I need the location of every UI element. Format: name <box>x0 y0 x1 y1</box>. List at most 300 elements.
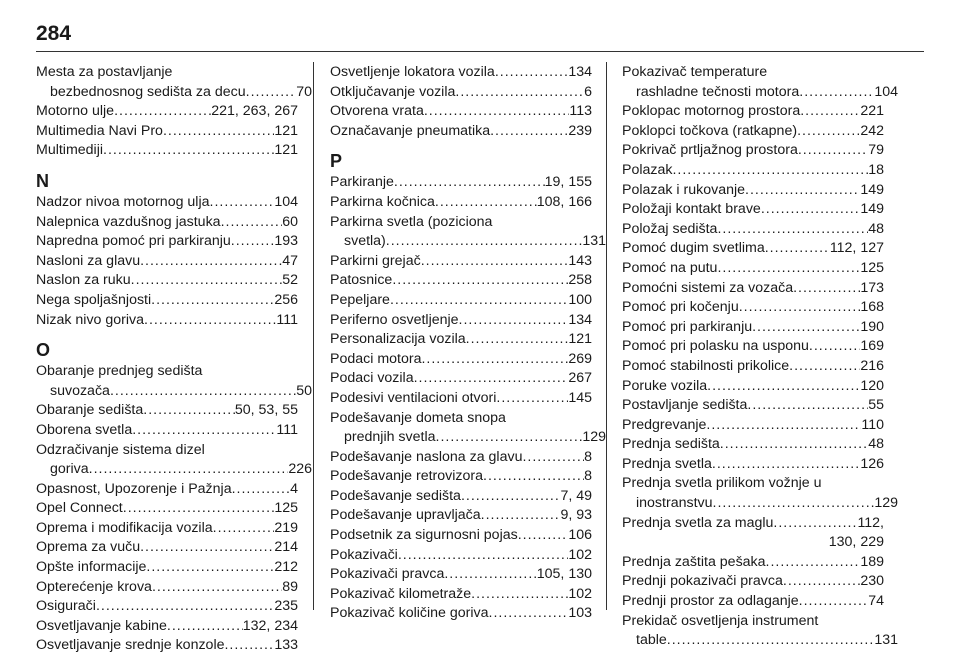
entry-line <box>36 122 298 142</box>
page-reference: 9, 93 <box>560 507 592 524</box>
entry-term: Mesta za postavljanje <box>36 64 173 80</box>
dot-leader <box>424 102 570 122</box>
page-reference: 134 <box>568 64 592 80</box>
index-entry <box>36 636 298 656</box>
entry-term: Opterećenje krova <box>36 578 152 595</box>
entry-line <box>36 83 312 103</box>
entry-line <box>36 193 298 213</box>
page-reference: 121 <box>568 331 592 348</box>
page-reference: 129 <box>582 429 606 446</box>
index-entry <box>622 63 898 102</box>
page-reference: 129 <box>874 495 898 512</box>
page-reference: 104 <box>874 83 898 100</box>
entry-term: Prednja svetla <box>622 455 712 472</box>
dot-leader <box>444 565 536 585</box>
dot-leader <box>483 467 584 487</box>
entry-term: Nega spoljašnjosti <box>36 291 152 308</box>
entry-line <box>622 122 884 142</box>
entry-line <box>330 428 606 448</box>
entry-term: Podešavanje dometa snopa <box>330 409 506 426</box>
dot-leader <box>123 499 275 519</box>
index-entry <box>622 592 884 612</box>
dot-leader <box>800 102 860 122</box>
index-entry <box>330 350 592 370</box>
entry-term: Nizak nivo goriva <box>36 311 145 328</box>
index-entry <box>330 83 592 103</box>
dot-leader <box>672 161 868 181</box>
entry-line <box>622 141 884 161</box>
page-reference: 7, 49 <box>560 487 592 504</box>
index-entry <box>36 213 298 233</box>
entry-term: suvozača <box>50 382 110 399</box>
entry-line <box>622 298 884 318</box>
page-reference: 269 <box>568 350 592 367</box>
entry-term: Patosnice <box>330 272 393 289</box>
entry-line <box>622 494 898 514</box>
entry-term: Parkirna kočnica <box>330 193 435 210</box>
dot-leader <box>706 416 861 436</box>
entry-line <box>36 311 298 331</box>
page-reference: 8 <box>584 448 592 465</box>
dot-leader <box>414 369 569 389</box>
index-entry <box>622 161 884 181</box>
entry-line <box>330 369 592 389</box>
dot-leader <box>140 252 282 272</box>
entry-line <box>330 526 592 546</box>
entry-term: rashladne tečnosti motora <box>636 83 800 100</box>
index-entry <box>622 220 884 240</box>
entry-line <box>622 416 884 436</box>
dot-leader <box>773 514 857 534</box>
dot-leader <box>390 291 568 311</box>
dot-leader <box>461 487 561 507</box>
page-number: 284 <box>36 22 72 45</box>
dot-leader <box>717 259 860 279</box>
entry-line <box>330 506 592 526</box>
page-reference: 50 <box>296 382 312 399</box>
entry-line <box>622 455 884 475</box>
index-entry <box>36 232 298 252</box>
page-reference: 149 <box>860 201 884 218</box>
dot-leader <box>144 311 276 331</box>
entry-term: Poklopac motornog prostora <box>622 103 801 120</box>
entry-term: Prednja sedišta <box>622 436 720 453</box>
dot-leader <box>421 252 569 272</box>
entry-line <box>36 519 298 539</box>
entry-line <box>622 239 884 259</box>
dot-leader <box>489 604 569 624</box>
entry-line <box>622 337 884 357</box>
dot-leader <box>766 553 861 573</box>
page-reference: 242 <box>860 122 884 139</box>
entry-term: Nalepnica vazdušnog jastuka <box>36 213 221 230</box>
index-entry <box>36 291 298 311</box>
entry-line <box>622 102 884 122</box>
entry-line <box>36 636 298 656</box>
entry-term: Pokazivač temperature <box>622 64 768 80</box>
entry-line <box>622 220 884 240</box>
index-entry <box>330 448 592 468</box>
index-entry <box>622 141 884 161</box>
page-reference: 126 <box>860 455 884 472</box>
dot-leader <box>752 318 860 338</box>
page-reference: 258 <box>568 272 592 289</box>
index-entry <box>330 565 592 585</box>
dot-leader <box>761 200 861 220</box>
entry-term: Osigurači <box>36 598 96 615</box>
entry-term: Prekidač osvetljenja instrument <box>622 612 819 629</box>
index-entry <box>622 514 884 553</box>
dot-leader <box>745 181 860 201</box>
dot-leader <box>392 271 568 291</box>
entry-pages-continued: 130, 229 <box>828 534 884 551</box>
entry-term: bezbednosnog sedišta za decu <box>50 83 246 100</box>
page-reference: 48 <box>868 436 884 453</box>
index-entry <box>622 357 884 377</box>
index-entry <box>622 337 884 357</box>
entry-line <box>622 259 884 279</box>
page-reference: 134 <box>568 311 592 328</box>
page-reference: 19, 155 <box>544 174 592 191</box>
entry-term: Podešavanje sedišta <box>330 487 461 504</box>
entry-term: Naslon za ruku <box>36 272 131 289</box>
dot-leader <box>103 141 274 161</box>
entry-line <box>36 578 298 598</box>
page-reference: 235 <box>274 598 298 615</box>
entry-line <box>622 553 884 573</box>
column-divider <box>313 62 314 610</box>
dot-leader <box>152 578 282 598</box>
entry-term: Motorno ulje <box>36 103 115 120</box>
entry-term: Nadzor nivoa motornog ulja <box>36 193 210 210</box>
page-reference: 168 <box>860 299 884 316</box>
dot-leader <box>495 63 569 83</box>
entry-term: Multimediji <box>36 142 104 159</box>
entry-term: Parkirni grejač <box>330 252 421 269</box>
index-entry <box>622 239 884 259</box>
dot-leader <box>797 122 860 142</box>
entry-line <box>622 181 884 201</box>
page-reference: 267 <box>568 370 592 387</box>
section-letter: N <box>36 170 49 191</box>
index-entry <box>330 102 592 122</box>
page-reference: 256 <box>274 291 298 308</box>
entry-line <box>330 232 606 252</box>
page-reference: 221, 263, 267 <box>211 103 298 120</box>
entry-term: Prednja svetla za maglu <box>622 514 774 531</box>
entry-term: Pomoć pri kočenju <box>622 299 739 316</box>
index-entry <box>330 389 592 409</box>
dot-leader <box>421 350 568 370</box>
dot-leader <box>435 193 537 213</box>
page-reference: 106 <box>568 527 592 544</box>
page-reference: 226 <box>288 461 312 478</box>
entry-line <box>622 318 884 338</box>
index-entry <box>36 421 298 441</box>
page-reference: 193 <box>274 233 298 250</box>
index-entry <box>36 122 298 142</box>
index-entry <box>36 578 298 598</box>
page-reference: 74 <box>868 593 884 610</box>
dot-leader <box>110 382 296 402</box>
dot-leader <box>518 526 569 546</box>
entry-term: Podaci vozila <box>330 370 414 387</box>
page-reference: 149 <box>860 181 884 198</box>
dot-leader <box>713 494 875 514</box>
entry-term: Pepeljare <box>330 291 390 308</box>
entry-line <box>36 232 298 252</box>
page-reference: 48 <box>868 220 884 237</box>
page-reference: 112, <box>857 514 884 531</box>
index-entry <box>622 435 884 455</box>
entry-line <box>622 592 884 612</box>
index-entry <box>622 200 884 220</box>
index-entry <box>36 401 298 421</box>
dot-leader <box>131 271 283 291</box>
dot-leader <box>471 585 568 605</box>
index-entry <box>36 538 298 558</box>
page-reference: 111 <box>276 311 298 328</box>
index-entry <box>622 377 884 397</box>
page-reference: 216 <box>860 357 884 374</box>
dot-leader <box>490 122 568 142</box>
dot-leader <box>783 572 860 592</box>
entry-term: inostranstvu <box>636 495 713 512</box>
entry-term: Prednji pokazivači pravca <box>622 573 783 590</box>
index-entry <box>622 181 884 201</box>
page-reference: 60 <box>282 213 298 230</box>
entry-line <box>36 141 298 161</box>
dot-leader <box>667 631 875 651</box>
entry-line <box>622 377 884 397</box>
index-entry <box>36 499 298 519</box>
index-entry <box>622 416 884 436</box>
entry-term: Poklopci točkova (ratkapne) <box>622 122 798 139</box>
page-reference: 70 <box>296 83 312 100</box>
entry-line <box>622 572 884 592</box>
entry-line <box>330 311 592 331</box>
dot-leader <box>140 538 274 558</box>
entry-line <box>330 448 592 468</box>
entry-term: Prednja zaštita pešaka <box>622 553 766 570</box>
index-entry <box>622 553 884 573</box>
dot-leader <box>789 357 860 377</box>
index-column-2 <box>330 63 606 624</box>
entry-line <box>622 396 884 416</box>
index-entry <box>36 519 298 539</box>
entry-line <box>36 538 298 558</box>
entry-term: Parkiranje <box>330 174 394 191</box>
page-reference: 133 <box>274 637 298 654</box>
entry-line <box>622 514 884 534</box>
entry-line <box>622 435 884 455</box>
index-entry <box>330 467 592 487</box>
entry-term: Pokazivači <box>330 546 398 563</box>
page-reference: 125 <box>860 259 884 276</box>
dot-leader <box>747 396 868 416</box>
entry-term: Odzračivanje sistema dizel <box>36 441 205 458</box>
page-reference: 103 <box>568 605 592 622</box>
dot-leader <box>151 291 274 311</box>
dot-leader <box>522 448 584 468</box>
entry-term: Podešavanje naslona za glavu <box>330 448 523 465</box>
index-entry <box>330 487 592 507</box>
entry-line <box>622 357 884 377</box>
dot-leader <box>386 232 583 252</box>
index-column-1 <box>36 63 312 656</box>
entry-term: Pokazivač kilometraže <box>330 585 472 602</box>
page-reference: 125 <box>274 500 298 517</box>
dot-leader <box>466 330 569 350</box>
entry-term: Obaranje prednjeg sedišta <box>36 363 203 380</box>
dot-leader <box>132 421 276 441</box>
dot-leader <box>809 337 860 357</box>
entry-term: Multimedia Navi Pro <box>36 122 163 139</box>
entry-term: Napredna pomoć pri parkiranju <box>36 233 231 250</box>
entry-line <box>622 279 884 299</box>
page-reference: 112, 127 <box>829 240 884 257</box>
entry-term: Periferno osvetljenje <box>330 311 459 328</box>
dot-leader <box>793 279 860 299</box>
dot-leader <box>712 455 860 475</box>
dot-leader <box>398 546 569 566</box>
entry-line <box>330 271 592 291</box>
entry-term: Pomoć dugim svetlima <box>622 240 765 257</box>
index-entry <box>330 409 606 448</box>
dot-leader <box>436 428 583 448</box>
index-column-3 <box>622 63 898 651</box>
entry-line <box>330 193 592 213</box>
index-entry <box>330 506 592 526</box>
entry-term: Obaranje sedišta <box>36 402 144 419</box>
dot-leader <box>720 435 868 455</box>
index-entry <box>36 141 298 161</box>
index-entry <box>622 612 898 651</box>
index-entry <box>330 271 592 291</box>
entry-term: Pomoć pri polasku na usponu <box>622 338 809 355</box>
page-reference: 145 <box>568 389 592 406</box>
page-reference: 108, 166 <box>536 193 592 210</box>
index-entry <box>330 311 592 331</box>
entry-line <box>36 382 312 402</box>
entry-term: Oprema i modifikacija vozila <box>36 519 213 536</box>
entry-line <box>36 617 298 637</box>
page-reference: 190 <box>860 318 884 335</box>
entry-line <box>330 604 592 624</box>
entry-line <box>330 252 592 272</box>
entry-line <box>36 597 298 617</box>
index-entry <box>622 455 884 475</box>
entry-term: Osvetljavanje kabine <box>36 617 167 634</box>
dot-leader <box>799 83 874 103</box>
page-reference: 132, 234 <box>242 617 298 634</box>
entry-line <box>36 421 298 441</box>
index-entry <box>330 546 592 566</box>
dot-leader <box>224 636 274 656</box>
entry-term: Predgrevanje <box>622 416 707 433</box>
entry-term: Označavanje pneumatika <box>330 122 491 139</box>
page-reference: 104 <box>274 193 298 210</box>
index-entry <box>622 396 884 416</box>
index-entry <box>36 252 298 272</box>
header-rule <box>36 51 924 52</box>
index-entry <box>622 259 884 279</box>
entry-term: Pomoćni sistemi za vozača <box>622 279 794 296</box>
index-entry <box>36 102 298 122</box>
index-entry <box>36 617 298 637</box>
dot-leader <box>146 558 274 578</box>
entry-term: Opasnost, Upozorenje i Pažnja <box>36 480 232 497</box>
entry-term: Položaji kontakt brave <box>622 201 761 218</box>
page-reference: 189 <box>860 553 884 570</box>
dot-leader <box>459 311 569 331</box>
entry-term: Opel Connect <box>36 500 123 517</box>
entry-term: Polazak <box>622 161 673 178</box>
entry-term: Podešavanje retrovizora <box>330 468 483 485</box>
index-entry <box>36 362 312 401</box>
section-letter: P <box>330 151 343 172</box>
page-reference: 221 <box>860 103 884 120</box>
entry-term: Poruke vozila <box>622 377 708 394</box>
page-reference: 52 <box>282 272 298 289</box>
entry-line <box>622 200 884 220</box>
index-entry <box>36 63 312 102</box>
page-reference: 79 <box>868 142 884 159</box>
entry-term: Podsetnik za sigurnosni pojas <box>330 527 518 544</box>
index-entry <box>622 474 898 513</box>
entry-line <box>330 291 592 311</box>
entry-term: Parkirna svetla (poziciona <box>330 213 493 230</box>
entry-term: Nasloni za glavu <box>36 252 141 269</box>
dot-leader <box>481 506 561 526</box>
dot-leader <box>210 193 275 213</box>
entry-term: Pomoć pri parkiranju <box>622 318 753 335</box>
page-reference: 102 <box>568 546 592 563</box>
entry-term: Postavljanje sedišta <box>622 397 748 414</box>
page-reference: 89 <box>282 578 298 595</box>
index-entry <box>622 318 884 338</box>
entry-term: Osvetljenje lokatora vozila <box>330 64 495 80</box>
index-entry <box>330 604 592 624</box>
entry-line <box>330 102 592 122</box>
page-reference: 143 <box>568 252 592 269</box>
entry-line <box>330 330 592 350</box>
index-entry <box>622 298 884 318</box>
entry-term: table <box>636 632 667 649</box>
entry-line <box>36 460 312 480</box>
index-entry <box>36 558 298 578</box>
entry-term: prednjih svetla <box>344 429 436 446</box>
dot-leader <box>96 597 274 617</box>
dot-leader <box>246 83 297 103</box>
entry-term: Pomoć na putu <box>622 259 718 276</box>
index-entry <box>330 526 592 546</box>
index-entry <box>622 102 884 122</box>
entry-line <box>36 252 298 272</box>
entry-term: Podesivi ventilacioni otvori <box>330 389 497 406</box>
page-reference: 173 <box>860 279 884 296</box>
entry-line <box>36 480 298 500</box>
page-reference: 120 <box>860 377 884 394</box>
entry-line <box>330 565 592 585</box>
entry-term: Pokrivač prtljažnog prostora <box>622 142 798 159</box>
index-entry <box>330 193 592 213</box>
dot-leader <box>213 519 275 539</box>
index-entry <box>330 369 592 389</box>
index-entry <box>330 63 592 83</box>
index-entry <box>36 271 298 291</box>
dot-leader <box>394 173 545 193</box>
